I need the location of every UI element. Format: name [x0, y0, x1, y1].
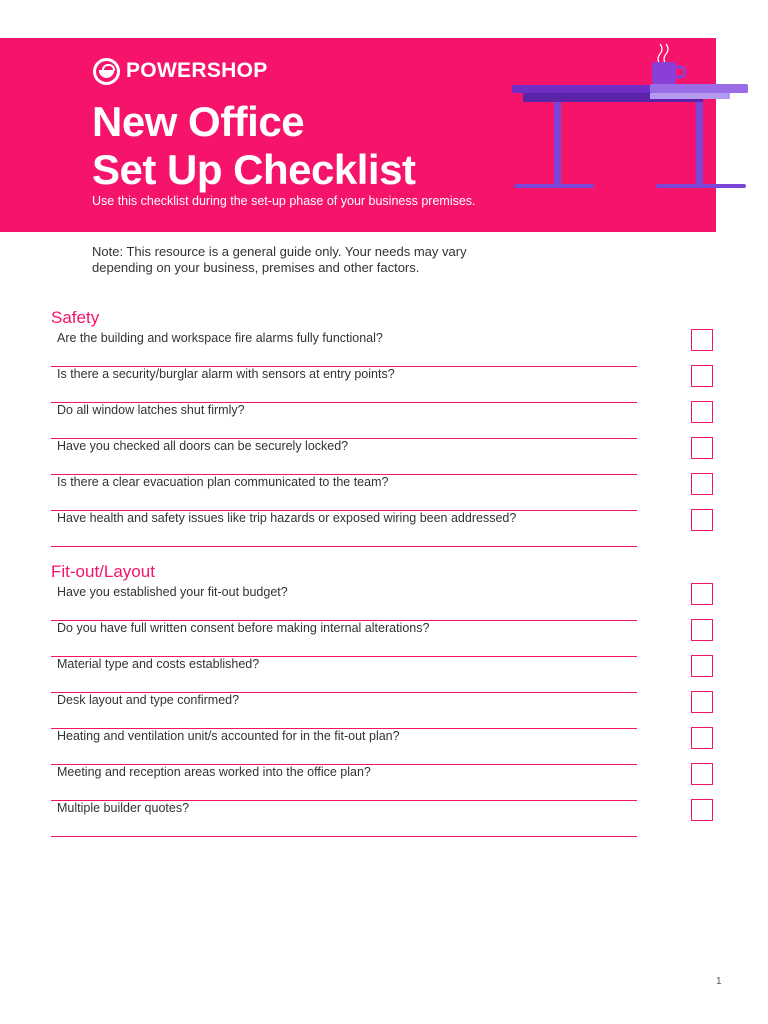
disclaimer-note: Note: This resource is a general guide only. Your needs may vary depending on your business, premises and other factors.	[92, 244, 467, 275]
section-title-fit-out-layout: Fit-out/Layout	[51, 562, 155, 581]
checkbox[interactable]	[691, 473, 713, 495]
checklist-item-text: Is there a clear evacuation plan communicated to the team?	[57, 475, 389, 489]
title-line-2: Set Up Checklist	[92, 146, 416, 193]
checklist-item-text: Have you checked all doors can be securely locked?	[57, 439, 349, 453]
desk-illustration-icon	[510, 38, 768, 198]
checklist-item-text: Desk layout and type confirmed?	[57, 693, 240, 707]
checklist-row	[51, 367, 637, 403]
checklist-row	[51, 439, 637, 475]
page-subtitle: Use this checklist during the set-up phase of your business premises.	[92, 194, 476, 208]
checkbox[interactable]	[691, 365, 713, 387]
powershop-logo	[93, 57, 268, 85]
checklist-item-text: Are the building and workspace fire alarms fully functional?	[57, 331, 383, 345]
checklist-row	[51, 765, 637, 801]
title-line-1: New Office	[92, 98, 305, 145]
checkbox[interactable]	[691, 799, 713, 821]
checkbox[interactable]	[691, 655, 713, 677]
checklist-item-text: Do all window latches shut firmly?	[57, 403, 245, 417]
checklist-item-text: Have health and safety issues like trip hazards or exposed wiring been addressed?	[57, 511, 517, 525]
checklist-item-text: Material type and costs established?	[57, 657, 260, 671]
checklist-item-text: Is there a security/burglar alarm with sensors at entry points?	[57, 367, 395, 381]
checklist-row	[51, 585, 637, 621]
page-title	[92, 98, 415, 194]
powershop-logo-icon	[93, 58, 120, 85]
checkbox[interactable]	[691, 619, 713, 641]
checkbox[interactable]	[691, 727, 713, 749]
checklist-row	[51, 729, 637, 765]
logo-text: POWERSHOP	[126, 59, 268, 82]
checklist-row	[51, 331, 637, 367]
section-title-safety: Safety	[51, 308, 100, 327]
checklist-row	[51, 621, 637, 657]
checklist-row	[51, 693, 637, 729]
checkbox[interactable]	[691, 763, 713, 785]
checklist-item-text: Heating and ventilation unit/s accounted for in the fit-out plan?	[57, 729, 400, 743]
checklist-row	[51, 657, 637, 693]
checkbox[interactable]	[691, 329, 713, 351]
checkbox[interactable]	[691, 583, 713, 605]
checklist-item-text: Have you established your fit-out budget?	[57, 585, 288, 599]
checklist-row	[51, 475, 637, 511]
checkbox[interactable]	[691, 691, 713, 713]
checkbox[interactable]	[691, 509, 713, 531]
checklist-row	[51, 511, 637, 547]
checklist-item-text: Multiple builder quotes?	[57, 801, 190, 815]
checkbox[interactable]	[691, 401, 713, 423]
page-number: 1	[716, 976, 722, 987]
checklist-row	[51, 801, 637, 837]
checklist-row	[51, 403, 637, 439]
checklist-item-text: Meeting and reception areas worked into the office plan?	[57, 765, 371, 779]
checklist-item-text: Do you have full written consent before making internal alterations?	[57, 621, 430, 635]
checkbox[interactable]	[691, 437, 713, 459]
